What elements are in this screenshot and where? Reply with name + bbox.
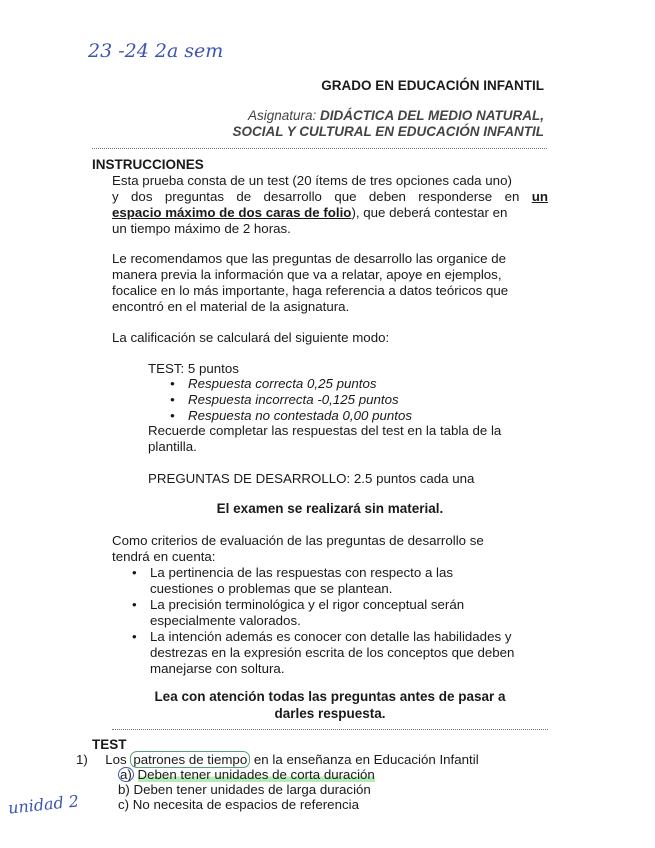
subject-block [232, 108, 544, 140]
scoring-correct: • Respuesta correcta 0,25 puntos [188, 376, 412, 392]
subject-prefix: Asignatura: [247, 108, 317, 123]
handwritten-unit-note: unidad 2 [7, 791, 80, 818]
p1-line-4: un tiempo máximo de 2 horas. [112, 221, 291, 236]
criteria-item: • La intención además es conocer con detalle las habilidades y destrezas en la expresión escrita de los conceptos que deben manejarse con soltura. [150, 629, 550, 677]
scoring-incorrect: • Respuesta incorrecta -0,125 puntos [188, 392, 412, 408]
p1-underlined-un: un [531, 189, 548, 204]
instructions-divider [112, 729, 548, 730]
test-heading: TEST [92, 737, 127, 752]
p2-line-4: encontró en el material de la asignatura. [112, 299, 350, 314]
criteria-item: • La precisión terminológica y el rigor conceptual serán especialmente valorados. [150, 597, 550, 629]
reminder-line-2: plantilla. [148, 439, 197, 454]
question-number: 1) [76, 752, 88, 767]
p1-underlined-space: espacio máximo de dos caras de folio [112, 205, 352, 220]
p1-line-2: y dos preguntas de desarrollo que deben responderse en [112, 189, 532, 204]
no-material-notice: El examen se realizará sin material. [216, 501, 444, 516]
header-divider [92, 148, 547, 149]
test-points: TEST: 5 puntos [148, 361, 239, 376]
p2-line-2: manera previa la información que va a relatar, apoye en ejemplos, [112, 267, 502, 282]
question-highlight: patrones de tiempo [130, 751, 250, 768]
p1-line-1: Esta prueba consta de un test (20 ítems de tres opciones cada uno) [112, 173, 512, 188]
development-points: PREGUNTAS DE DESARROLLO: 2.5 puntos cada una [148, 471, 475, 486]
subject-line-2: SOCIAL Y CULTURAL EN EDUCACIÓN INFANTIL [232, 124, 544, 139]
option-letter-c: c) [118, 797, 130, 812]
option-text-a: Deben tener unidades de corta duración [137, 767, 375, 782]
p2-line-3: focalice en lo más importante, haga referencia a datos teóricos que [112, 283, 509, 298]
scoring-list [188, 376, 412, 424]
criteria-item: • La pertinencia de las respuestas con respecto a las cuestiones o problemas que se plantean. [150, 565, 550, 597]
reminder [148, 423, 548, 455]
p2-line-1: Le recomendamos que las preguntas de desarrollo las organice de [112, 251, 506, 266]
instructions-heading: INSTRUCCIONES [92, 157, 204, 172]
criteria-line-2: tendrá en cuenta: [112, 549, 216, 564]
criteria-line-1: Como criterios de evaluación de las preguntas de desarrollo se [112, 533, 484, 548]
answer-option-c[interactable] [118, 797, 359, 812]
answer-option-a[interactable] [118, 767, 375, 782]
option-letter-b: b) [118, 782, 130, 797]
instructions-paragraph-1 [112, 173, 548, 237]
grading-intro: La calificación se calculará del siguiente modo: [112, 330, 390, 345]
question-1 [76, 752, 479, 768]
handwritten-semester-note: 23 -24 2a sem [88, 40, 224, 62]
criteria-intro [112, 533, 484, 565]
instructions-paragraph-2 [112, 251, 548, 315]
reminder-line-1: Recuerde completar las respuestas del test en la tabla de la [148, 423, 502, 438]
answer-option-b[interactable] [118, 782, 371, 797]
scoring-unanswered: • Respuesta no contestada 0,00 puntos [188, 408, 412, 424]
degree-title: GRADO EN EDUCACIÓN INFANTIL [321, 78, 544, 93]
option-letter-a: a) [120, 767, 132, 782]
criteria-list [150, 565, 550, 677]
read-line-1: Lea con atención todas las preguntas antes de pasar a [154, 689, 506, 704]
read-line-2: darles respuesta. [274, 706, 386, 721]
option-text-c: No necesita de espacios de referencia [132, 797, 359, 812]
question-text-post: en la enseñanza en Educación Infantil [250, 752, 479, 767]
read-carefully-notice [112, 688, 548, 722]
option-text-b: Deben tener unidades de larga duración [133, 782, 371, 797]
question-text-pre: Los [105, 752, 131, 767]
subject-line-1: DIDÁCTICA DEL MEDIO NATURAL, [320, 108, 544, 123]
p1-line-3: ), que deberá contestar en [351, 205, 508, 220]
